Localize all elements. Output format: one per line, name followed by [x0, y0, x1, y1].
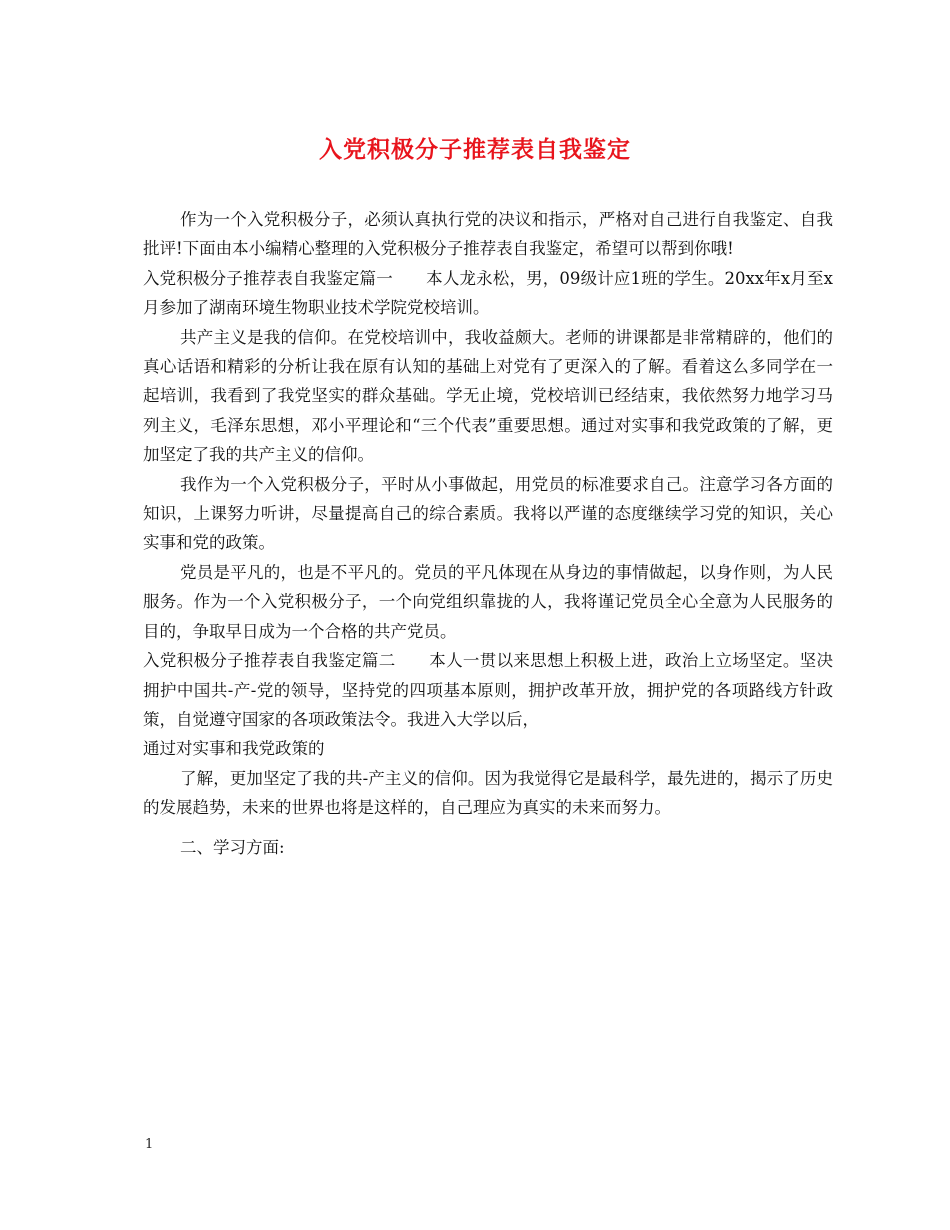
page-number: 1 [145, 1137, 154, 1152]
intro-paragraph: 作为一个入党积极分子，必须认真执行党的决议和指示，严格对自己进行自我鉴定、自我批评!下面由本小编精心整理的入党积极分子推荐表自我鉴定，希望可以帮到你哦! [143, 210, 833, 259]
body-paragraph: 共产主义是我的信仰。在党校培训中，我收益颇大。老师的讲课都是非常精辟的，他们的真心话语和精彩的分析让我在原有认知的基础上对党有了更深入的了解。看着这么多同学在一起培训，我看到了我党坚实的群众基础。学无止境，党校培训已经结束，我依然努力地学习马列主义，毛泽东思想，邓小平理论和“三个代表”重要思想。通过对实事和我党政策的了解，更加坚定了我的共产主义的信仰。 [143, 327, 833, 465]
section-two-paragraph: 入党积极分子推荐表自我鉴定篇二 本人一贯以来思想上积极上进，政治上立场坚定。坚决拥护中国共-产-党的领导，坚持党的四项基本原则，拥护改革开放，拥护党的各项路线方针政策，自觉遵守国家的各项政策法令。我进入大学以后， [143, 651, 833, 729]
body-paragraph: 通过对实事和我党政策的 [143, 739, 325, 759]
section-one-paragraph: 入党积极分子推荐表自我鉴定篇一 本人龙永松，男，09级计应1班的学生。20xx年x月至x月参加了湖南环境生物职业技术学院党校培训。 [143, 268, 833, 318]
body-paragraph: 党员是平凡的，也是不平凡的。党员的平凡体现在从身边的事情做起，以身作则，为人民服务。作为一个入党积极分子，一个向党组织靠拢的人，我将谨记党员全心全意为人民服务的目的，争取早日成为一个合格的共产党员。 [143, 562, 833, 641]
body-paragraph: 了解，更加坚定了我的共-产主义的信仰。因为我觉得它是最科学，最先进的，揭示了历史的发展趋势，未来的世界也将是这样的，自己理应为真实的未来而努力。 [143, 768, 833, 818]
body-paragraph: 我作为一个入党积极分子，平时从小事做起，用党员的标准要求自己。注意学习各方面的知识，上课努力听讲，尽量提高自己的综合素质。我将以严谨的态度继续学习党的知识，关心实事和党的政策。 [143, 474, 833, 553]
document-title: 入党积极分子推荐表自我鉴定 [319, 136, 631, 163]
document-body [143, 205, 833, 862]
subsection-heading: 二、学习方面: [180, 837, 285, 857]
